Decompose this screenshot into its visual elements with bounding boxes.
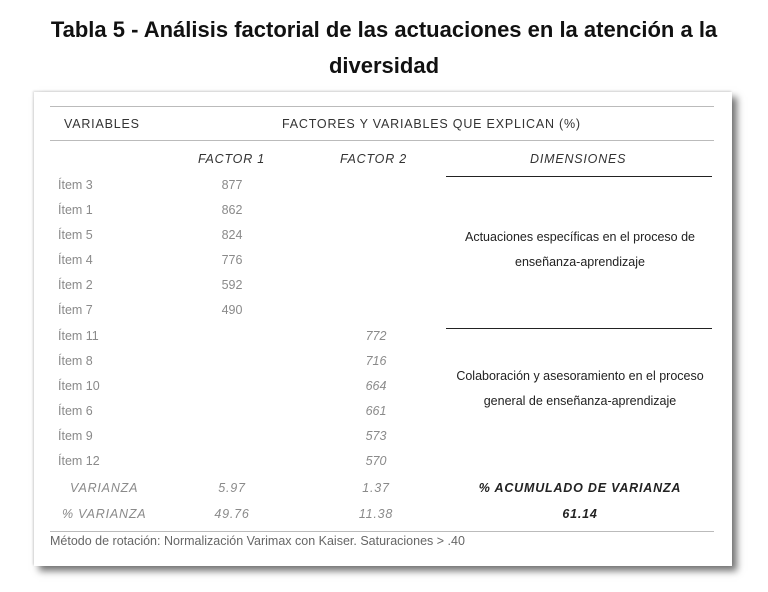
row-item-label: Ítem 12 (58, 454, 100, 468)
pct-varianza-factor2: 11.38 (358, 507, 394, 521)
row-item-label: Ítem 7 (58, 303, 93, 317)
row-factor1-value: 776 (221, 253, 243, 267)
row-factor2-value: 661 (365, 404, 387, 418)
header-factor-1: FACTOR 1 (198, 152, 266, 166)
row-factor2-value: 573 (365, 429, 387, 443)
header-factor-2: FACTOR 2 (340, 152, 408, 166)
header-rule (50, 140, 714, 141)
row-item-label: Ítem 5 (58, 228, 93, 242)
acumulado-label: % ACUMULADO DE VARIANZA (478, 481, 682, 495)
varianza-label: VARIANZA (70, 481, 139, 495)
row-item-label: Ítem 8 (58, 354, 93, 368)
bottom-rule (50, 531, 714, 532)
table-card (34, 92, 732, 566)
footnote: Método de rotación: Normalización Varimax con Kaiser. Saturaciones > .40 (50, 534, 465, 548)
title-line-2: diversidad (328, 53, 440, 78)
dimension-2-text: Colaboración y asesoramiento en el proceso general de enseñanza-aprendizaje (456, 369, 704, 408)
pct-varianza-label: % VARIANZA (62, 507, 147, 521)
dimension-1-text: Actuaciones específicas en el proceso de enseñanza-aprendizaje (465, 230, 695, 269)
row-factor1-value: 824 (221, 228, 243, 242)
header-dimensiones: DIMENSIONES (530, 152, 627, 166)
row-factor2-value: 570 (365, 454, 387, 468)
dimension-mid-rule (446, 328, 712, 329)
top-rule (50, 106, 714, 107)
row-item-label: Ítem 11 (58, 329, 99, 343)
row-item-label: Ítem 2 (58, 278, 93, 292)
row-factor1-value: 592 (221, 278, 243, 292)
row-factor1-value: 862 (221, 203, 243, 217)
row-item-label: Ítem 6 (58, 404, 93, 418)
row-factor2-value: 664 (365, 379, 387, 393)
row-factor1-value: 877 (221, 178, 243, 192)
row-item-label: Ítem 10 (58, 379, 100, 393)
row-factor1-value: 490 (221, 303, 243, 317)
acumulado-value: 61.14 (562, 507, 598, 521)
varianza-factor1: 5.97 (218, 481, 246, 495)
dimension-top-rule (446, 176, 712, 177)
header-factors: FACTORES Y VARIABLES QUE EXPLICAN (%) (282, 117, 581, 131)
pct-varianza-factor1: 49.76 (214, 507, 250, 521)
row-item-label: Ítem 9 (58, 429, 93, 443)
table-title (0, 12, 768, 84)
row-item-label: Ítem 3 (58, 178, 93, 192)
row-factor2-value: 772 (365, 329, 387, 343)
header-variables: VARIABLES (64, 117, 140, 131)
row-item-label: Ítem 1 (58, 203, 93, 217)
varianza-factor2: 1.37 (362, 481, 390, 495)
row-item-label: Ítem 4 (58, 253, 93, 267)
title-line-1: Tabla 5 - Análisis factorial de las actuaciones en la atención a la (50, 17, 718, 42)
row-factor2-value: 716 (365, 354, 387, 368)
